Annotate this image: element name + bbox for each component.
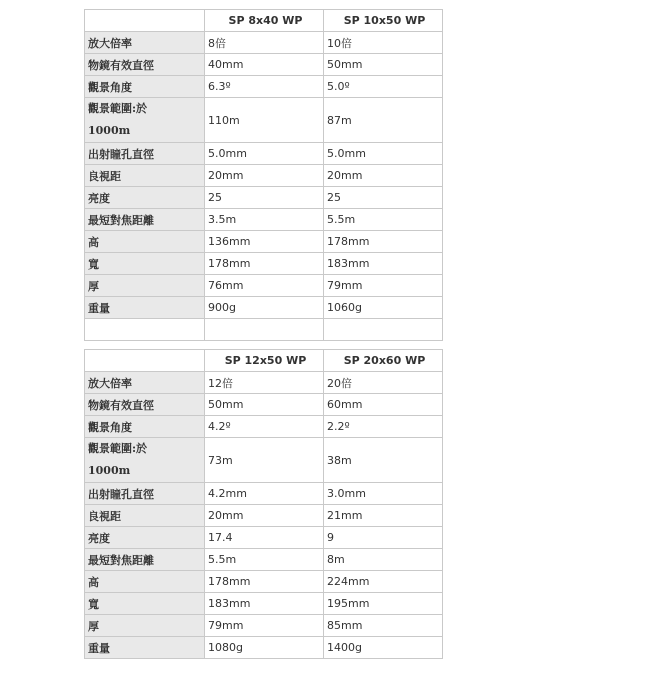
spec-value: 73m xyxy=(205,438,324,483)
spec-value: 5.5m xyxy=(324,209,443,231)
spec-value: 5.5m xyxy=(205,549,324,571)
spec-value: 60mm xyxy=(324,394,443,416)
spec-row-magnification xyxy=(85,372,443,394)
spec-label: 良視距 xyxy=(85,165,205,187)
spec-value: 1400g xyxy=(324,637,443,659)
spec-label: 放大倍率 xyxy=(85,372,205,394)
spec-value: 40mm xyxy=(205,54,324,76)
spec-value: 20mm xyxy=(205,165,324,187)
spec-label: 高 xyxy=(85,571,205,593)
spec-label: 良視距 xyxy=(85,505,205,527)
spec-value: 195mm xyxy=(324,593,443,615)
spec-value: 5.0mm xyxy=(324,143,443,165)
spec-value: 900g xyxy=(205,297,324,319)
spec-value: 20倍 xyxy=(324,372,443,394)
spec-value: 4.2mm xyxy=(205,483,324,505)
spacer-cell xyxy=(324,319,443,341)
model-header-row xyxy=(85,350,443,372)
spec-row-field-at-1000m xyxy=(85,438,443,483)
spec-row-min-focus xyxy=(85,209,443,231)
spec-value: 79mm xyxy=(205,615,324,637)
spec-row-brightness xyxy=(85,187,443,209)
spec-label-line: 1000m xyxy=(88,464,131,477)
spec-value: 38m xyxy=(324,438,443,483)
spec-value: 17.4 xyxy=(205,527,324,549)
spec-row-exit-pupil xyxy=(85,483,443,505)
spec-label: 厚 xyxy=(85,275,205,297)
spec-label: 亮度 xyxy=(85,187,205,209)
spec-row-depth xyxy=(85,615,443,637)
spec-value: 1080g xyxy=(205,637,324,659)
spec-value: 183mm xyxy=(324,253,443,275)
spec-row-magnification xyxy=(85,32,443,54)
spec-value: 20mm xyxy=(205,505,324,527)
spec-row-width xyxy=(85,593,443,615)
spacer-row xyxy=(85,319,443,341)
spec-value: 8倍 xyxy=(205,32,324,54)
spec-table-2 xyxy=(84,349,443,659)
spec-value: 5.0º xyxy=(324,76,443,98)
model-header-row xyxy=(85,10,443,32)
spec-label: 重量 xyxy=(85,637,205,659)
spec-label: 高 xyxy=(85,231,205,253)
spec-row-brightness xyxy=(85,527,443,549)
spec-value: 2.2º xyxy=(324,416,443,438)
spec-label-line: 觀景範圍:於 xyxy=(88,102,148,115)
spec-value: 178mm xyxy=(324,231,443,253)
spec-row-objective-diameter xyxy=(85,54,443,76)
spec-value: 4.2º xyxy=(205,416,324,438)
spec-label: 最短對焦距離 xyxy=(85,549,205,571)
spec-label xyxy=(85,438,205,483)
spec-row-field-angle xyxy=(85,416,443,438)
spec-value: 3.5m xyxy=(205,209,324,231)
spec-row-weight xyxy=(85,637,443,659)
spec-row-width xyxy=(85,253,443,275)
spec-row-weight xyxy=(85,297,443,319)
spec-value: 1060g xyxy=(324,297,443,319)
spec-value: 178mm xyxy=(205,253,324,275)
spec-label xyxy=(85,98,205,143)
spec-label: 出射瞳孔直徑 xyxy=(85,483,205,505)
spec-value: 87m xyxy=(324,98,443,143)
spec-value: 5.0mm xyxy=(205,143,324,165)
spec-value: 136mm xyxy=(205,231,324,253)
spec-label: 物鏡有效直徑 xyxy=(85,394,205,416)
model-name: SP 8x40 WP xyxy=(205,10,324,32)
spec-label: 出射瞳孔直徑 xyxy=(85,143,205,165)
spec-row-field-angle xyxy=(85,76,443,98)
model-name: SP 10x50 WP xyxy=(324,10,443,32)
spec-label: 寬 xyxy=(85,593,205,615)
spacer-cell xyxy=(85,319,205,341)
spec-value: 3.0mm xyxy=(324,483,443,505)
model-name: SP 20x60 WP xyxy=(324,350,443,372)
spacer-cell xyxy=(205,319,324,341)
spec-table-1 xyxy=(84,9,443,341)
spec-row-eye-relief xyxy=(85,505,443,527)
spec-label-line: 1000m xyxy=(88,124,131,137)
spec-row-field-at-1000m xyxy=(85,98,443,143)
spec-value: 76mm xyxy=(205,275,324,297)
header-corner-cell xyxy=(85,350,205,372)
spec-value: 50mm xyxy=(205,394,324,416)
model-name: SP 12x50 WP xyxy=(205,350,324,372)
spec-row-height xyxy=(85,231,443,253)
spec-label: 厚 xyxy=(85,615,205,637)
spec-label: 重量 xyxy=(85,297,205,319)
spec-value: 20mm xyxy=(324,165,443,187)
spec-label: 觀景角度 xyxy=(85,416,205,438)
spec-value: 25 xyxy=(324,187,443,209)
spec-value: 8m xyxy=(324,549,443,571)
spec-label: 亮度 xyxy=(85,527,205,549)
spec-row-eye-relief xyxy=(85,165,443,187)
spec-label: 寬 xyxy=(85,253,205,275)
spec-label: 放大倍率 xyxy=(85,32,205,54)
spec-row-height xyxy=(85,571,443,593)
spec-value: 6.3º xyxy=(205,76,324,98)
spec-value: 178mm xyxy=(205,571,324,593)
spec-value: 79mm xyxy=(324,275,443,297)
spec-value: 110m xyxy=(205,98,324,143)
spec-label: 觀景角度 xyxy=(85,76,205,98)
spec-value: 85mm xyxy=(324,615,443,637)
spec-row-depth xyxy=(85,275,443,297)
header-corner-cell xyxy=(85,10,205,32)
spec-value: 21mm xyxy=(324,505,443,527)
spec-value: 10倍 xyxy=(324,32,443,54)
spec-value: 224mm xyxy=(324,571,443,593)
spec-value: 25 xyxy=(205,187,324,209)
spec-label-line: 觀景範圍:於 xyxy=(88,442,148,455)
spec-row-objective-diameter xyxy=(85,394,443,416)
spec-row-exit-pupil xyxy=(85,143,443,165)
spec-row-min-focus xyxy=(85,549,443,571)
spec-label: 最短對焦距離 xyxy=(85,209,205,231)
spec-value: 9 xyxy=(324,527,443,549)
spec-value: 50mm xyxy=(324,54,443,76)
spec-value: 12倍 xyxy=(205,372,324,394)
spec-value: 183mm xyxy=(205,593,324,615)
spec-label: 物鏡有效直徑 xyxy=(85,54,205,76)
